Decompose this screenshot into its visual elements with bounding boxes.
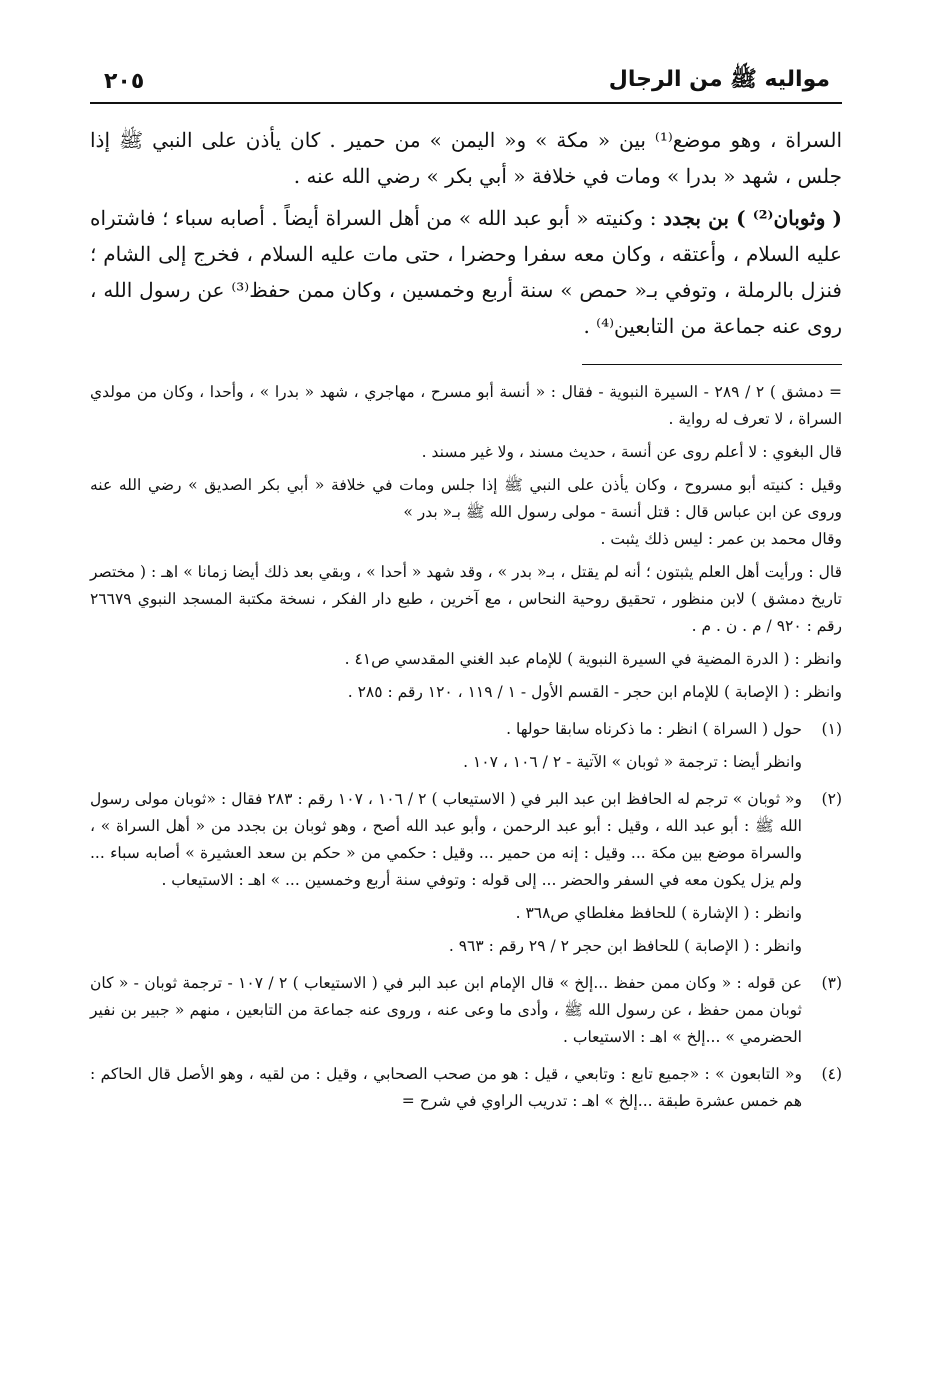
footnote-paragraph: قال البغوي : لا أعلم روى عن أنسة ، حديث مسند ، ولا غير مسند . (421, 443, 842, 461)
running-header (90, 60, 842, 104)
main-paragraph (90, 200, 842, 344)
footnote-paragraph: وانظر أيضا : ترجمة « ثوبان » الآتية - ٢ / ١٠٦ ، ١٠٧ . (463, 753, 802, 771)
main-paragraph: السراة ، وهو موضع⁽¹⁾ بين « مكة » و« اليمن » من حمير . كان يأذن على النبي ﷺ إذا جلس ، شهد « بدرا » ومات في خلافة « أبي بكر » رضي الله عنه . (90, 128, 842, 188)
footnote-continuation (90, 379, 842, 712)
footnote-number: (٢) (821, 790, 842, 808)
footnote-paragraph: وانظر : ( الإصابة ) للإمام ابن حجر - القسم الأول - ١ / ١١٩ ، ١٢٠ رقم : ٢٨٥ . (347, 683, 842, 701)
running-title: مواليه ﷺ من الرجال (608, 67, 830, 92)
footnote-paragraph: = دمشق ) ٢ / ٢٨٩ - السيرة النبوية - فقال : « أنسة أبو مسرح ، مهاجري ، شهد « بدرا » ، وأحدا ، وكان من مولدي السراة ، لا تعرف له رواية . (90, 383, 843, 428)
footnote-paragraph: و« التابعون » : «جميع تابع : وتابعي ، قيل : هو من صحب الصحابي ، وقيل : من لقيه ، وهو الأصل قال الحاكم : هم خمس عشرة طبقة ...إلخ » اهـ : تدريب الراوي في شرح = (90, 1065, 802, 1110)
footnote-paragraph: قال : ورأيت أهل العلم يثبتون ؛ أنه لم يقتل ، بـ« بدر » ، وقد شهد « أحدا » ، وبقي بعد ذلك أيضا زمانا » اهـ : ( مختصر تاريخ دمشق ) لابن منظور ، تحقيق روحية النحاس ، مع آخرين ، طبع دار الفكر ، نسخة مكتبة المسجد النبوي ٢٦٦٧٩ رقم : ٩٢٠ / م . ن . م . (90, 563, 842, 635)
footnote-number: (٤) (821, 1065, 842, 1083)
footnote-paragraph: وقيل : كنيته أبو مسروح ، وكان يأذن على النبي ﷺ إذا جلس ومات في خلافة « أبي بكر الصديق » رضي الله عنه وروى عن ابن عباس قال : قتل أنسة - مولى رسول الله ﷺ بـ« بدر » (90, 476, 842, 521)
footnote-2 (90, 786, 842, 966)
footnote-paragraph: وانظر : ( الدرة المضية في السيرة النبوية ) للإمام عبد الغني المقدسي ص٤١ . (344, 650, 842, 668)
footnote-3 (90, 970, 842, 1057)
entry-heading: ( وثوبان⁽²⁾ ) بن بجدد (663, 206, 843, 230)
footnote-paragraph: حول ( السراة ) انظر : ما ذكرناه سابقا حولها . (506, 720, 802, 738)
footnote-separator (582, 364, 842, 365)
footnote-paragraph: عن قوله : « وكان ممن حفظ ...إلخ » قال الإمام ابن عبد البر في ( الاستيعاب ) ٢ / ١٠٧ - ترجمة ثوبان - « كان ثوبان ممن حفظ ، عن رسول الله ﷺ ، وأدى ما وعى عنه ، وروى عنه جماعة من التابعين ، منهم « جبير بن نفير الحضرمي » ...إلخ » اهـ : الاستيعاب . (90, 974, 802, 1046)
footnote-number: (١) (821, 720, 842, 738)
footnote-paragraph: وقال محمد بن عمر : ليس ذلك يثبت . (600, 530, 842, 548)
page-number: ٢٠٥ (104, 68, 145, 94)
footnote-1 (90, 716, 842, 782)
footnote-number: (٣) (821, 974, 842, 992)
footnote-4 (90, 1061, 842, 1121)
book-page (90, 60, 842, 1348)
footnote-paragraph: وانظر : ( الإشارة ) للحافظ مغلطاي ص٣٦٨ . (515, 904, 802, 922)
footnote-paragraph: و« ثوبان » ترجم له الحافظ ابن عبد البر في ( الاستيعاب ) ٢ / ١٠٦ ، ١٠٧ رقم : ٢٨٣ فقال : «ثوبان مولى رسول الله ﷺ : أبو عبد الله ، وقيل : أبو عبد الرحمن ، وأبو عبد الله أصح ، وهو ثوبان بن بجدد من « أهل السراة » ، والسراة موضع بين مكة ... وقيل : إنه من حمير ... وقيل : حكمي من « حكم بن سعد العشيرة » أصابه سباء ... ولم يزل يكون معه في السفر والحضر ... إلى قوله : وتوفي سنة أربع وخمسين ... » اهـ : الاستيعاب . (90, 790, 802, 889)
main-text (90, 122, 842, 344)
footnote-paragraph: وانظر : ( الإصابة ) للحافظ ابن حجر ٢ / ٢٩ رقم : ٩٦٣ . (448, 937, 802, 955)
entry-body: : وكنيته « أبو عبد الله » من أهل السراة أيضاً . أصابه سباء ؛ فاشتراه عليه السلام ، وأعتقه ، وكان معه سفرا وحضرا ، حتى مات عليه السلام ، فخرج إلى الشام ؛ فنزل بالرملة ، وتوفي بـ« حمص » سنة أربع وخمسين ، وكان ممن حفظ⁽³⁾ عن رسول الله ، روى عنه جماعة من التابعين⁽⁴⁾ . (90, 206, 842, 338)
footnotes (90, 379, 842, 1121)
